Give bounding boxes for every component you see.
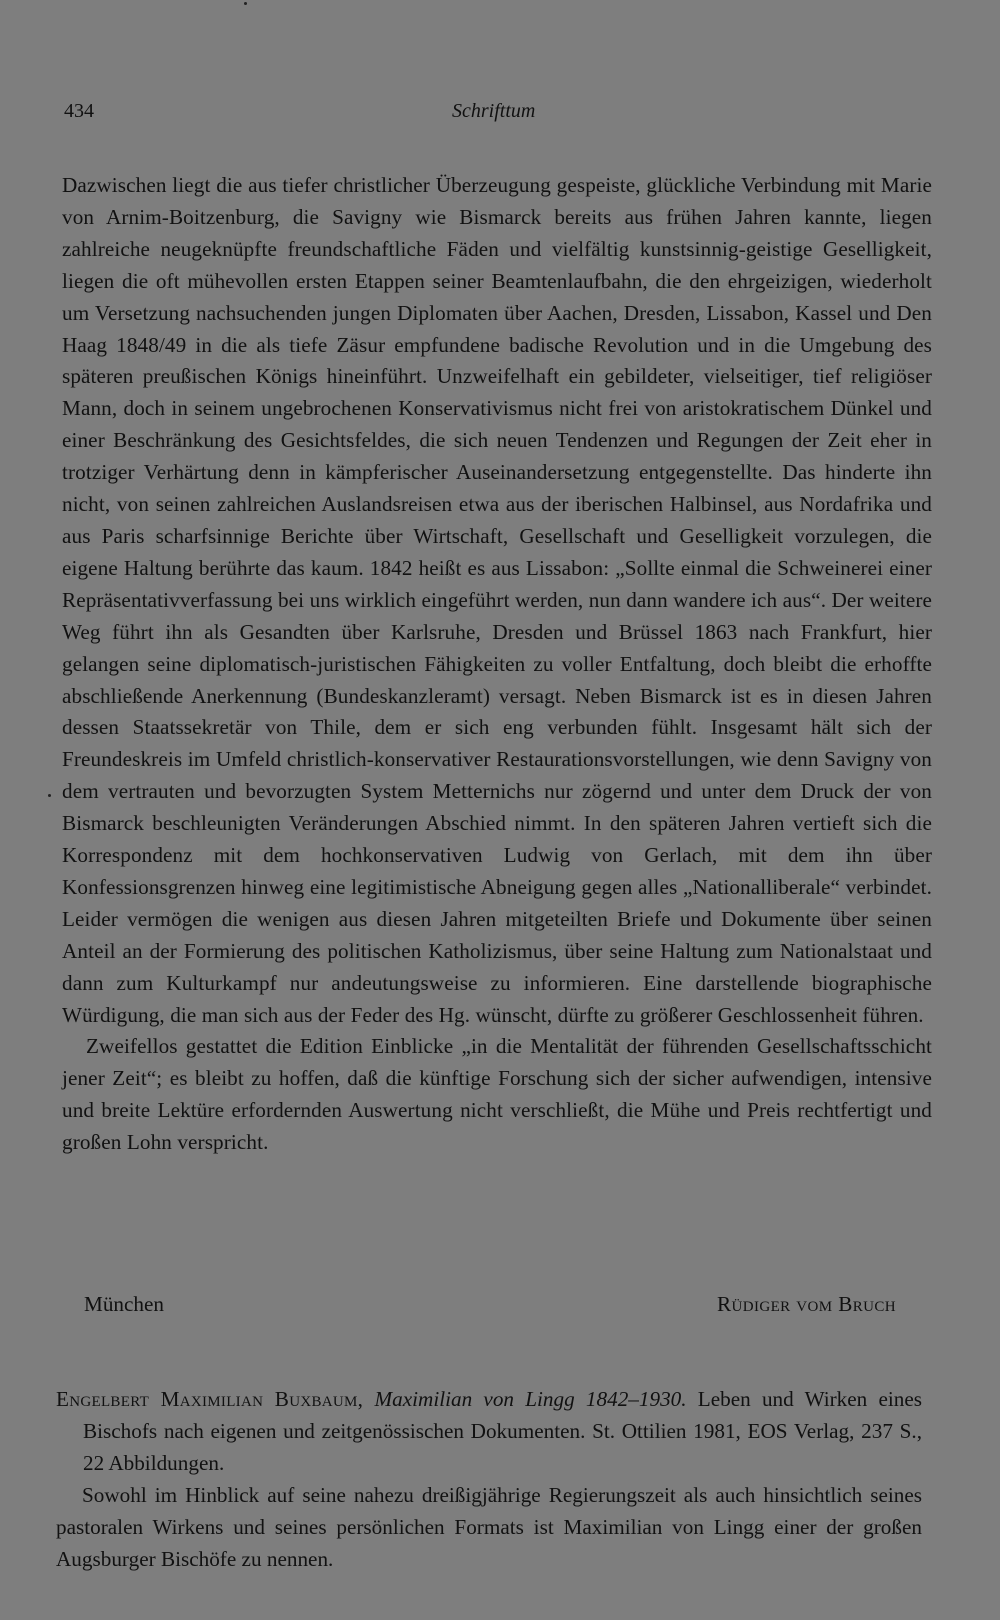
running-head: Schrifttum — [452, 100, 536, 122]
page-number: 434 — [64, 100, 94, 122]
page-header — [64, 100, 944, 130]
book-details: Leben und Wirken eines Bischofs nach eigenen und zeitgenössischen Dokumenten. St. Ottilien 1981, EOS Verlag, 237 S., 22 Abbildungen. — [83, 1387, 923, 1475]
next-review — [56, 1384, 922, 1575]
signature-place: München — [84, 1292, 165, 1316]
review-paragraph: Sowohl im Hinblick auf seine nahezu dreißigjährige Regierungszeit als auch hinsichtlich seines pastoralen Wirkens und seines persönlichen Formats ist Maximilian von Lingg einer der großen Augsburger Bischöfe zu nennen. — [56, 1482, 922, 1571]
signature-author: Rüdiger vom Bruch — [717, 1292, 896, 1316]
book-title: Maximilian von Lingg 1842–1930. — [374, 1387, 687, 1411]
review-paragraph: Zweifellos gestattet die Edition Einblicke „in die Mentalität der führenden Gesellschaftsschicht jener Zeit“; es bleibt zu hoffen, daß die künftige Forschung sich der sicher aufwendigen, intensive und breite Lektüre erfordernden Auswertung nicht verschließt, die Mühe und Preis rechtfertigt und großen Lohn verspricht. — [62, 1034, 932, 1155]
scan-speck — [48, 794, 51, 797]
bibliographic-entry — [56, 1384, 922, 1480]
review-body — [62, 170, 932, 1159]
review-paragraph: Dazwischen liegt die aus tiefer christlicher Überzeugung gespeiste, glückliche Verbindung mit Marie von Arnim-Boitzenburg, die Savigny wie Bismarck bereits aus frühen Jahren kannte, liegen zahlreiche neugeknüpfte freundschaftliche Fäden und vielfältig kunstsinnig-geistige Geselligkeit, liegen die oft mühevollen ersten Etappen seiner Beamtenlaufbahn, die den ehrgeizigen, wiederholt um Versetzung nachsuchenden jungen Diplomaten über Aachen, Dresden, Lissabon, Kassel und Den Haag 1848/49 in die als tiefe Zäsur empfundene badische Revolution und in die Umgebung des späteren preußischen Königs hineinführt. Unzweifelhaft ein gebildeter, vielseitiger, tief religiöser Mann, doch in seinem ungebrochenen Konservativismus nicht frei von aristokratischem Dünkel und einer Beschränkung des Gesichtsfeldes, die sich neuen Tendenzen und Regungen der Zeit eher in trotziger Verhärtung denn in kämpferischer Auseinandersetzung entgegenstellte. Das hinderte ihn nicht, von seinen zahlreichen Auslandsreisen etwa aus der iberischen Halbinsel, aus Nordafrika und aus Paris scharfsinnige Berichte über Wirtschaft, Gesellschaft und Geselligkeit vorzulegen, die eigene Haltung berührte das kaum. 1842 heißt es aus Lissabon: „Sollte einmal die Schweinerei einer Repräsentativverfassung bei uns wirklich eingeführt werden, nun dann wandere ich aus“. Der weitere Weg führt ihn als Gesandten über Karlsruhe, Dresden und Brüssel 1863 nach Frankfurt, hier gelangen seine diplomatisch-juristischen Fähigkeiten zu voller Entfaltung, doch bleibt die erhoffte abschließende Anerkennung (Bundeskanzleramt) versagt. Neben Bismarck ist es in diesen Jahren dessen Staatssekretär von Thile, dem er sich eng verbunden fühlt. Insgesamt hält sich der Freundeskreis im Umfeld christlich-konservativer Restaurationsvorstellungen, wie denn Savigny von dem vertrauten und bevorzugten System Metternichs nur zögernd und unter dem Druck der von Bismarck beschleunigten Veränderungen Abschied nimmt. In den späteren Jahren vertieft sich die Korrespondenz mit dem hochkonservativen Ludwig von Gerlach, mit dem ihn über Konfessionsgrenzen hinweg eine legitimistische Abneigung gegen alles „Nationalliberale“ verbindet. Leider vermögen die wenigen aus diesen Jahren mitgeteilten Briefe und Dokumente über seinen Anteil an der Formierung des politischen Katholizismus, über seine Haltung zum Nationalstaat und dann zum Kulturkampf nur andeutungsweise zu informieren. Eine darstellende biographische Würdigung, die man sich aus der Feder des Hg. wünscht, dürfte zu größerer Geschlossenheit führen. — [62, 173, 932, 1027]
book-author: Engelbert Maximilian Buxbaum, — [56, 1387, 364, 1411]
scan-speck — [244, 2, 247, 5]
review-signature — [84, 1292, 896, 1324]
